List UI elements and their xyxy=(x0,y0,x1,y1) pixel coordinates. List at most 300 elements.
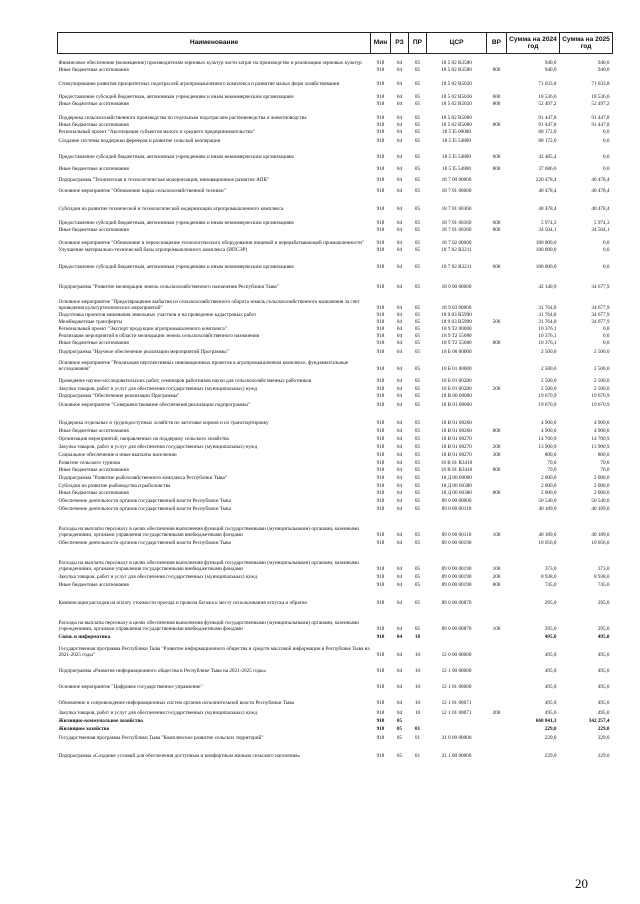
row-csr-cell: 31 0 00 00000 xyxy=(441,734,472,741)
row-vr-cell xyxy=(487,691,507,707)
row-min-cell: 918 xyxy=(376,443,385,450)
row-min-cell: 918 xyxy=(376,137,385,144)
row-sum-2025-cell: 229,0 xyxy=(597,725,610,732)
row-sum-2024-cell: 2 000,0 xyxy=(540,474,557,481)
row-pr-cell: 05 xyxy=(414,348,421,355)
row-sum-2024-cell: 180 000,0 xyxy=(535,263,557,270)
row-vr-cell: 200 xyxy=(492,573,501,580)
row-sum-2024-cell: 373,0 xyxy=(544,565,557,572)
row-vr-cell xyxy=(487,641,507,659)
row-csr-cell: 18 9 03 R5990 xyxy=(441,311,472,318)
row-csr-cell: 18 В 01 00270 xyxy=(441,451,472,458)
row-sum-2024-cell: 495,0 xyxy=(544,709,557,716)
row-name-cell: Иные бюджетные ассигнования xyxy=(58,581,129,588)
row-sum-2025-cell: 14 700,9 xyxy=(591,435,610,442)
row-rz-cell: 05 xyxy=(396,734,403,741)
row-rz-cell: 04 xyxy=(396,419,403,426)
row-sum-2024-cell: 229,0 xyxy=(544,734,557,741)
row-name-cell: Социальное обеспечение и иные выплаты населению xyxy=(58,451,177,458)
row-pr-cell: 05 xyxy=(414,474,421,481)
row-min-cell: 918 xyxy=(376,466,385,473)
row-sum-2024-cell: 2 500,0 xyxy=(540,385,557,392)
row-pr-cell: 05 xyxy=(414,435,421,442)
row-min-cell: 918 xyxy=(376,80,385,87)
document-page xyxy=(57,32,612,760)
table-row xyxy=(58,641,613,659)
table-row xyxy=(58,333,613,340)
row-sum-2025-cell: 0,0 xyxy=(603,165,610,172)
row-name-cell: Стимулирование развития приоритетных подотраслей агропромышленного комплекса и развитие малых форм хозяйствования xyxy=(58,80,339,87)
row-sum-2025-cell: 0,0 xyxy=(603,128,610,135)
row-vr-cell xyxy=(487,54,507,67)
row-vr-cell xyxy=(487,373,507,385)
row-name-cell: Подпрограмма "Развитие мелиорации земель сельскохозяйственного назначения Республики Тыва" xyxy=(58,283,279,290)
row-min-cell: 918 xyxy=(376,581,385,588)
row-pr-cell: 05 xyxy=(414,226,421,233)
row-min-cell: 918 xyxy=(376,633,385,640)
row-sum-2024-cell: 495,0 xyxy=(544,683,557,690)
row-csr-cell: 89 0 00 00110 xyxy=(441,531,472,538)
row-pr-cell: 10 xyxy=(414,683,421,690)
row-pr-cell: 05 xyxy=(414,165,421,172)
row-csr-cell: 18 7 02 R3211 xyxy=(441,246,472,253)
row-sum-2025-cell: 34 677,9 xyxy=(591,304,610,311)
row-name-cell: Основное мероприятие "Обновление парка сельскохозяйственной техники" xyxy=(58,187,226,194)
row-min-cell: 918 xyxy=(376,451,385,458)
row-rz-cell: 04 xyxy=(396,377,403,384)
row-sum-2025-cell: 0,0 xyxy=(603,246,610,253)
row-min-cell: 918 xyxy=(376,392,385,399)
row-sum-2024-cell: 495,0 xyxy=(544,651,557,658)
row-sum-2024-cell: 10 376,1 xyxy=(538,332,557,339)
row-rz-cell: 04 xyxy=(396,365,403,372)
row-sum-2025-cell: 19 670,9 xyxy=(591,392,610,399)
row-sum-2024-cell: 19 670,9 xyxy=(538,401,557,408)
row-rz-cell: 05 xyxy=(396,717,403,724)
row-csr-cell: 18 7 02 R3211 xyxy=(441,263,472,270)
table-row xyxy=(58,707,613,717)
row-pr-cell: 05 xyxy=(414,332,421,339)
row-vr-cell: 100 xyxy=(492,625,501,632)
row-min-cell: 918 xyxy=(376,66,385,73)
row-sum-2024-cell: 10 376,1 xyxy=(538,339,557,346)
row-pr-cell: 05 xyxy=(414,239,421,246)
row-name-cell: Основное мероприятие "Совершенствование обеспечения реализации подпрограммы" xyxy=(58,401,250,408)
row-rz-cell: 04 xyxy=(396,339,403,346)
row-vr-cell: 100 xyxy=(492,531,501,538)
row-sum-2024-cell: 4 900,0 xyxy=(540,427,557,434)
row-csr-cell: 18 5 I5 54800 xyxy=(442,165,471,172)
row-min-cell: 918 xyxy=(376,752,385,759)
row-sum-2024-cell: 13 900,9 xyxy=(538,443,557,450)
row-sum-2025-cell: 10 056,0 xyxy=(591,539,610,546)
row-sum-2025-cell: 40 478,4 xyxy=(591,187,610,194)
row-min-cell: 918 xyxy=(376,59,385,66)
row-name-cell: Иные бюджетные ассигнования xyxy=(58,66,129,73)
row-min-cell: 918 xyxy=(376,176,385,183)
row-csr-cell: 18 Д 00 60380 xyxy=(441,489,472,496)
row-vr-cell xyxy=(487,356,507,373)
row-sum-2025-cell: 71 033,8 xyxy=(591,80,610,87)
row-pr-cell: 05 xyxy=(414,66,421,73)
row-min-cell: 918 xyxy=(376,699,385,706)
row-pr-cell: 05 xyxy=(414,565,421,572)
row-name-cell: Предоставление субсидий бюджетным, автономным учреждениям и иным некоммерческим организациям xyxy=(58,263,294,270)
row-sum-2025-cell: 295,0 xyxy=(597,625,610,632)
row-pr-cell: 10 xyxy=(414,699,421,706)
row-min-cell: 918 xyxy=(376,377,385,384)
row-rz-cell: 04 xyxy=(396,325,403,332)
row-rz-cell: 04 xyxy=(396,565,403,572)
row-name-cell: Реализация мероприятий в области мелиорации земель сельскохозяйственного назначения xyxy=(58,332,260,339)
row-min-cell: 918 xyxy=(376,385,385,392)
row-pr-cell: 05 xyxy=(414,489,421,496)
row-pr-cell: 05 xyxy=(414,581,421,588)
row-sum-2024-cell: 42 485,4 xyxy=(538,153,557,160)
row-min-cell: 918 xyxy=(376,128,385,135)
row-rz-cell: 04 xyxy=(396,435,403,442)
row-name-cell: Иные бюджетные ассигнования xyxy=(58,489,129,496)
row-sum-2025-cell: 8 938,0 xyxy=(593,573,610,580)
row-min-cell: 918 xyxy=(376,497,385,504)
row-vr-cell: 600 xyxy=(492,219,501,226)
row-pr-cell: 05 xyxy=(414,187,421,194)
budget-table xyxy=(57,32,613,760)
row-csr-cell: 89 0 00 00190 xyxy=(441,539,472,546)
row-csr-cell: 18 В 01 00000 xyxy=(441,401,472,408)
row-name-cell: Организация мероприятий, направленных на поддержку сельского хозяйства xyxy=(58,435,229,442)
row-sum-2024-cell: 800,0 xyxy=(544,451,557,458)
row-min-cell: 918 xyxy=(376,505,385,512)
row-sum-2025-cell: 2 000,0 xyxy=(593,474,610,481)
row-sum-2025-cell: 2 500,0 xyxy=(593,385,610,392)
row-sum-2025-cell: 940,0 xyxy=(597,66,610,73)
row-sum-2024-cell: 91 447,8 xyxy=(538,114,557,121)
table-row xyxy=(58,427,613,435)
table-row xyxy=(58,291,613,312)
row-min-cell: 918 xyxy=(376,114,385,121)
table-row xyxy=(58,400,613,409)
row-name-cell: Расходы на выплаты персоналу в целях обеспечения выполнения функций государственными (муниципальными) органами, казенными учреждениями, органами управления государственными внебюджетными фондами xyxy=(58,619,359,632)
row-name-cell: Подпрограмма "Обеспечение реализации Программы" xyxy=(58,392,180,399)
row-vr-cell xyxy=(487,326,507,333)
row-vr-cell xyxy=(487,347,507,356)
row-sum-2025-cell: 91 447,8 xyxy=(591,114,610,121)
table-row xyxy=(58,213,613,227)
row-pr-cell: 05 xyxy=(414,385,421,392)
row-vr-cell xyxy=(487,725,507,733)
row-sum-2025-cell: 229,0 xyxy=(597,752,610,759)
row-vr-cell xyxy=(487,435,507,443)
row-sum-2025-cell: 373,0 xyxy=(597,565,610,572)
row-csr-cell: 18 5 I5 00000 xyxy=(442,128,471,135)
row-csr-cell: 12 1 01 00071 xyxy=(441,699,472,706)
row-rz-cell: 04 xyxy=(396,165,403,172)
row-csr-cell: 18 9 T2 00000 xyxy=(441,325,472,332)
row-pr-cell: 05 xyxy=(414,93,421,100)
row-name-cell: Иные бюджетные ассигнования xyxy=(58,100,129,107)
row-vr-cell xyxy=(487,400,507,409)
row-sum-2024-cell: 42 140,9 xyxy=(538,283,557,290)
row-sum-2024-cell: 31 764,8 xyxy=(538,304,557,311)
row-name-cell: Поддержка сельскохозяйственного производства по отдельным подотраслям растениеводства и животноводства xyxy=(58,114,307,121)
row-name-cell: Предоставление субсидий бюджетным, автономным учреждениям и иным некоммерческим организациям xyxy=(58,219,294,226)
row-rz-cell: 04 xyxy=(396,539,403,546)
table-row xyxy=(58,108,613,122)
table-row xyxy=(58,733,613,742)
row-name-cell: Основное мероприятие "Цифровое государственное управление" xyxy=(58,683,203,690)
row-min-cell: 918 xyxy=(376,93,385,100)
row-min-cell: 918 xyxy=(376,531,385,538)
row-csr-cell: 89 0 00 00870 xyxy=(441,599,472,606)
row-name-cell: Обновление и сопровождение информационных систем органов исполнительной власти Республики Тыва xyxy=(58,699,294,706)
row-pr-cell: 05 xyxy=(414,128,421,135)
row-rz-cell: 04 xyxy=(396,489,403,496)
row-sum-2024-cell: 37 686,6 xyxy=(538,165,557,172)
row-sum-2024-cell: 495,0 xyxy=(544,667,557,674)
row-vr-cell: 800 xyxy=(492,100,501,107)
row-csr-cell: 18 9 T2 55680 xyxy=(441,332,472,339)
row-rz-cell: 04 xyxy=(396,633,403,640)
row-sum-2025-cell: 70,0 xyxy=(600,459,610,466)
row-sum-2025-cell: 0,0 xyxy=(603,325,610,332)
row-name-cell: Региональный проект "Экспорт продукции агропромышленного комплекса" xyxy=(58,325,227,332)
row-name-cell: Основное мероприятие "Предотвращение выбытия из сельскохозяйственного оборота земель сельскохозяйственного назначения за счет проведения культуртехнических мероприятий" xyxy=(58,298,360,311)
row-vr-cell xyxy=(487,291,507,312)
row-csr-cell xyxy=(427,717,487,725)
row-min-cell: 918 xyxy=(376,318,385,325)
table-row xyxy=(58,539,613,547)
row-name-cell: Субсидии на развитие рыбоводства и рыболовства xyxy=(58,482,171,489)
row-rz-cell: 04 xyxy=(396,401,403,408)
table-row xyxy=(58,254,613,271)
row-csr-cell: 12 0 00 00000 xyxy=(441,651,472,658)
row-sum-2024-cell: 52 497,2 xyxy=(538,100,557,107)
row-vr-cell xyxy=(487,173,507,184)
row-pr-cell: 05 xyxy=(414,443,421,450)
row-sum-2024-cell: 40 189,0 xyxy=(538,505,557,512)
row-name-cell: Закупка товаров, работ и услуг для обеспечения государственных (муниципальных) нужд xyxy=(58,573,258,580)
table-row xyxy=(58,129,613,136)
row-name-cell: Предоставление субсидий бюджетным, автономным учреждениям и иным некоммерческим организациям xyxy=(58,93,294,100)
row-min-cell: 918 xyxy=(376,625,385,632)
table-row xyxy=(58,451,613,459)
row-pr-cell: 01 xyxy=(414,725,421,732)
table-row xyxy=(58,88,613,101)
row-min-cell: 918 xyxy=(376,365,385,372)
row-rz-cell: 04 xyxy=(396,459,403,466)
row-pr-cell: 05 xyxy=(414,263,421,270)
table-row xyxy=(58,435,613,443)
row-pr-cell: 01 xyxy=(414,734,421,741)
row-pr-cell: 05 xyxy=(414,539,421,546)
row-csr-cell: 18 Б 00 00000 xyxy=(441,348,472,355)
row-csr-cell: 18 5 02 R3580 xyxy=(441,59,472,66)
row-name-cell: Иные бюджетные ассигнования xyxy=(58,121,129,128)
row-min-cell: 918 xyxy=(376,435,385,442)
row-csr-cell: 18 9 T2 55680 xyxy=(441,339,472,346)
row-vr-cell: 800 xyxy=(492,121,501,128)
row-pr-cell: 05 xyxy=(414,318,421,325)
row-sum-2024-cell: 180 000,0 xyxy=(535,239,557,246)
row-rz-cell: 04 xyxy=(396,709,403,716)
row-sum-2025-cell: 2 000,0 xyxy=(593,489,610,496)
row-pr-cell: 10 xyxy=(414,667,421,674)
row-sum-2025-cell: 50 540,0 xyxy=(591,497,610,504)
row-min-cell: 918 xyxy=(376,239,385,246)
row-min-cell: 918 xyxy=(376,339,385,346)
row-vr-cell xyxy=(487,539,507,547)
row-rz-cell: 04 xyxy=(396,332,403,339)
row-rz-cell: 04 xyxy=(396,121,403,128)
row-sum-2024-cell: 70,0 xyxy=(547,459,557,466)
table-row xyxy=(58,633,613,641)
row-sum-2025-cell: 34 504,1 xyxy=(591,226,610,233)
table-row xyxy=(58,234,613,247)
row-sum-2024-cell: 10 056,0 xyxy=(538,539,557,546)
table-row xyxy=(58,581,613,589)
row-name-cell: Закупка товаров, работ и услуг для обеспечения государственных (муниципальных) нужд xyxy=(58,443,258,450)
table-row xyxy=(58,161,613,173)
row-csr-cell: 89 0 00 00000 xyxy=(441,497,472,504)
table-row xyxy=(58,547,613,573)
row-pr-cell: 05 xyxy=(414,59,421,66)
row-rz-cell: 04 xyxy=(396,100,403,107)
row-sum-2025-cell: 940,0 xyxy=(597,59,610,66)
row-vr-cell xyxy=(487,675,507,691)
row-min-cell: 918 xyxy=(376,651,385,658)
row-vr-cell xyxy=(487,659,507,675)
row-pr-cell: 05 xyxy=(414,246,421,253)
row-pr-cell: 01 xyxy=(414,752,421,759)
row-csr-cell: 18 В 01 R3410 xyxy=(440,459,473,466)
row-sum-2024-cell: 80 172,0 xyxy=(538,137,557,144)
row-name-cell: Проведение научно-исследовательских работ, семинаров работников науки для сельскохозяйственных работников xyxy=(58,377,312,384)
row-csr-cell: 18 В 01 00270 xyxy=(441,435,472,442)
table-row xyxy=(58,184,613,195)
row-min-cell: 918 xyxy=(376,153,385,160)
row-pr-cell: 05 xyxy=(414,573,421,580)
row-sum-2024-cell: 229,0 xyxy=(544,725,557,732)
row-rz-cell: 04 xyxy=(396,66,403,73)
row-vr-cell xyxy=(487,74,507,88)
row-min-cell: 918 xyxy=(376,565,385,572)
row-rz-cell: 04 xyxy=(396,531,403,538)
header-vr: ВР xyxy=(487,33,507,54)
row-csr-cell: 31 1 00 00000 xyxy=(441,752,472,759)
row-vr-cell: 600 xyxy=(492,153,501,160)
row-vr-cell xyxy=(487,497,507,505)
row-vr-cell: 800 xyxy=(492,489,501,496)
row-csr-cell: 18 5 02 R5020 xyxy=(441,100,472,107)
row-csr-cell: 18 В 01 00270 xyxy=(441,443,472,450)
row-csr-cell: 89 0 00 00870 xyxy=(441,625,472,632)
row-rz-cell: 04 xyxy=(396,176,403,183)
row-rz-cell: 04 xyxy=(396,153,403,160)
row-pr-cell: 10 xyxy=(414,633,421,640)
row-name-cell: Компенсация расходов на оплату стоимости проезда и провоза багажа к месту использования отпуска и обратно xyxy=(58,599,308,606)
row-rz-cell: 04 xyxy=(396,497,403,504)
row-sum-2025-cell: 40 189,0 xyxy=(591,531,610,538)
row-sum-2024-cell: 80 172,0 xyxy=(538,128,557,135)
row-csr-cell: 18 Б 01 00280 xyxy=(441,377,472,384)
row-min-cell: 918 xyxy=(376,219,385,226)
row-sum-2025-cell: 18 536,6 xyxy=(591,93,610,100)
row-rz-cell: 04 xyxy=(396,573,403,580)
row-vr-cell xyxy=(487,733,507,742)
row-pr-cell: 05 xyxy=(414,100,421,107)
row-csr-cell: 18 В 01 00260 xyxy=(441,419,472,426)
row-sum-2025-cell: 0,0 xyxy=(603,239,610,246)
page-number: 20 xyxy=(575,876,588,891)
row-name-cell: Субсидии на развитие технической и технологической модернизации агропромышленного комплекса xyxy=(58,205,284,212)
row-sum-2024-cell: 295,0 xyxy=(544,599,557,606)
row-csr-cell: 18 Д 00 60380 xyxy=(441,482,472,489)
row-rz-cell: 04 xyxy=(396,59,403,66)
table-row xyxy=(58,742,613,760)
row-sum-2024-cell: 14 700,9 xyxy=(538,435,557,442)
row-sum-2024-cell: 70,0 xyxy=(547,466,557,473)
header-sum-2024: Сумма на 2024 год xyxy=(507,33,560,54)
table-row xyxy=(58,173,613,184)
row-name-cell: Государственная программа Республики Тыва "Комплексное развитие сельских территорий" xyxy=(58,734,264,741)
row-sum-2025-cell: 40 478,4 xyxy=(591,176,610,183)
table-row xyxy=(58,195,613,213)
row-vr-cell xyxy=(487,482,507,490)
table-row xyxy=(58,101,613,108)
row-rz-cell: 04 xyxy=(396,239,403,246)
row-rz-cell: 04 xyxy=(396,318,403,325)
row-name-cell: Жилищное хозяйство xyxy=(58,725,110,732)
header-pr: ПР xyxy=(409,33,427,54)
row-sum-2025-cell: 2 500,0 xyxy=(593,377,610,384)
row-sum-2025-cell: 0,0 xyxy=(603,263,610,270)
row-rz-cell: 04 xyxy=(396,581,403,588)
row-sum-2024-cell: 180 000,0 xyxy=(535,246,557,253)
row-min-cell: 918 xyxy=(376,187,385,194)
row-min-cell: 918 xyxy=(376,401,385,408)
table-row xyxy=(58,659,613,675)
row-rz-cell: 04 xyxy=(396,137,403,144)
row-sum-2025-cell: 495,0 xyxy=(597,633,610,640)
row-vr-cell: 100 xyxy=(492,565,501,572)
row-min-cell: 918 xyxy=(376,427,385,434)
row-sum-2024-cell: 2 500,0 xyxy=(540,377,557,384)
row-pr-cell: 05 xyxy=(414,419,421,426)
table-row xyxy=(58,122,613,129)
row-sum-2024-cell: 18 536,6 xyxy=(538,93,557,100)
row-vr-cell xyxy=(487,742,507,760)
row-csr-cell: 18 5 I5 54800 xyxy=(442,153,471,160)
row-csr-cell: 18 В 00 00000 xyxy=(441,392,472,399)
row-pr-cell: 05 xyxy=(414,427,421,434)
row-sum-2024-cell: 50 540,0 xyxy=(538,497,557,504)
row-rz-cell: 04 xyxy=(396,219,403,226)
row-sum-2024-cell: 19 670,9 xyxy=(538,392,557,399)
row-name-cell: Создание системы поддержки фермеров и развитие сельской кооперации xyxy=(58,137,221,144)
table-row xyxy=(58,347,613,356)
row-sum-2024-cell: 91 447,8 xyxy=(538,121,557,128)
row-vr-cell xyxy=(487,312,507,319)
row-pr-cell: 05 xyxy=(414,497,421,504)
header-rz: РЗ xyxy=(391,33,409,54)
row-sum-2024-cell: 8 938,0 xyxy=(540,573,557,580)
row-csr-cell: 18 5 02 R5080 xyxy=(441,114,472,121)
row-csr-cell: 12 1 00 00000 xyxy=(441,667,472,674)
row-name-cell: Финансовое обеспечение (возмещение) производителям зерновых культур части затрат на производство и реализацию зерновых культур xyxy=(58,59,362,66)
row-min-cell: 918 xyxy=(376,717,385,724)
table-row xyxy=(58,373,613,385)
